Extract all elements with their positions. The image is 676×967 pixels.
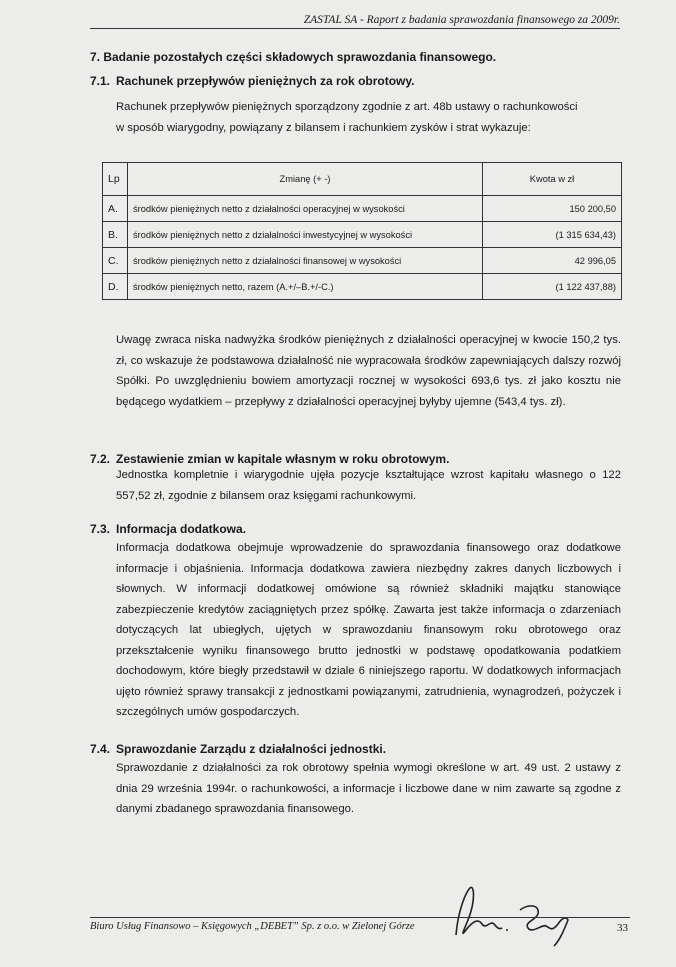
table-row [103, 274, 622, 300]
cash-flow-table [102, 162, 622, 300]
row-amount: 42 996,05 [483, 248, 622, 274]
section-7-4-number: 7.4. [90, 742, 111, 756]
row-amount: 150 200,50 [483, 196, 622, 222]
section-7-3-number: 7.3. [90, 522, 111, 536]
row-lp: C. [103, 248, 128, 274]
header-lp: Lp [103, 163, 128, 196]
header-amount: Kwota w zł [483, 163, 622, 196]
section-7-4-heading [90, 742, 386, 756]
section-7-2-text: Jednostka kompletnie i wiarygodnie ujęła pozycje kształtujące wzrost kapitału własnego o 122 557,52 zł, zgodnie z bilansem oraz księgami rachunkowymi. [116, 469, 621, 502]
section-7-3-heading [90, 522, 246, 536]
section-7-4-text: Sprawozdanie z działalności za rok obrotowy spełnia wymogi określone w art. 49 ust. 2 ustawy z dnia 29 września 1994r. o rachunkowości, a informacje i liczbowe dane w nim zawarte są zgodne z danymi zbadanego sprawozdania finansowego. [116, 762, 621, 815]
running-header: ZASTAL SA - Raport z badania sprawozdania finansowego za 2009r. [90, 14, 620, 29]
row-description: środków pieniężnych netto z działalności finansowej w wysokości [128, 248, 483, 274]
section-7-3-title: Informacja dodatkowa. [116, 522, 247, 536]
section-7-3-text: Informacja dodatkowa obejmuje wprowadzenie do sprawozdania finansowego oraz dodatkowe informacje i objaśnienia. Informacja dodatkowa zawiera niezbędny zakres danych liczbowych i słownych. W informacji dodatkowej omówione są również składniki majątku stanowiące zabezpieczenie kredytów zaciągniętych przez spółkę. Zawarta jest także informacja o zdarzeniach dotyczących lat ubiegłych, ujętych w sprawozdaniu finansowym roku obrotowego oraz przekształcenie wyniku finansowego brutto jednostki w podstawę opodatkowania podatkiem dochodowym, które biegły przedstawił w dziale 6 niniejszego raportu. W dodatkowych informacjach ujęto również sprawy transakcji z jednostkami powiązanymi, zatrudnienia, wynagrodzeń, pożyczek i szczególnych umów gospodarczych. [116, 542, 621, 718]
section-7-1-number: 7.1. [90, 74, 111, 88]
row-lp: A. [103, 196, 128, 222]
header-change: Zmianę (+ -) [128, 163, 483, 196]
section-7-4-title: Sprawozdanie Zarządu z działalności jednostki. [116, 742, 387, 756]
table-header-row [103, 163, 622, 196]
section-7-2-number: 7.2. [90, 452, 111, 466]
intro-line: w sposób wiarygodny, powiązany z bilansem i rachunkiem zysków i strat wykazuje: [116, 121, 531, 134]
section-7-1-title: Rachunek przepływów pieniężnych za rok obrotowy. [116, 74, 415, 88]
page-number: 33 [617, 922, 628, 934]
table-row [103, 248, 622, 274]
table-row [103, 222, 622, 248]
section-7-1-intro [116, 97, 621, 138]
section-7-title: 7. Badanie pozostałych części składowych sprawozdania finansowego. [90, 50, 497, 64]
row-lp: B. [103, 222, 128, 248]
row-lp: D. [103, 274, 128, 300]
handwritten-signature [448, 880, 578, 950]
row-description: środków pieniężnych netto z działalności operacyjnej w wysokości [128, 196, 483, 222]
row-amount: (1 122 437,88) [483, 274, 622, 300]
table-row [103, 196, 622, 222]
intro-line: Rachunek przepływów pieniężnych sporządzony zgodnie z art. 48b ustawy o rachunkowości [116, 101, 578, 113]
page-footer: Biuro Usług Finansowo – Księgowych „DEBET” Sp. z o.o. w Zielonej Górze [90, 917, 630, 932]
section-7-1-note: Uwagę zwraca niska nadwyżka środków pieniężnych z działalności operacyjnej w kwocie 150,2 tys. zł, co wskazuje że podstawowa działalność nie wypracowała środków zapewniających dalszy rozwój Spółki. Po uwzględnieniu bowiem amortyzacji rocznej w wysokości 693,6 tys. zł jako kosztu nie będącego wydatkiem – przepływy z działalności operacyjnej byłyby ujemne (543,4 tys. zł). [116, 334, 621, 408]
section-7-2-title: Zestawienie zmian w kapitale własnym w roku obrotowym. [116, 452, 450, 466]
row-amount: (1 315 634,43) [483, 222, 622, 248]
section-7-2-heading [90, 452, 449, 466]
section-7-1-heading [90, 74, 415, 88]
row-description: środków pieniężnych netto, razem (A.+/–B.+/-C.) [128, 274, 483, 300]
row-description: środków pieniężnych netto z działalności inwestycyjnej w wysokości [128, 222, 483, 248]
